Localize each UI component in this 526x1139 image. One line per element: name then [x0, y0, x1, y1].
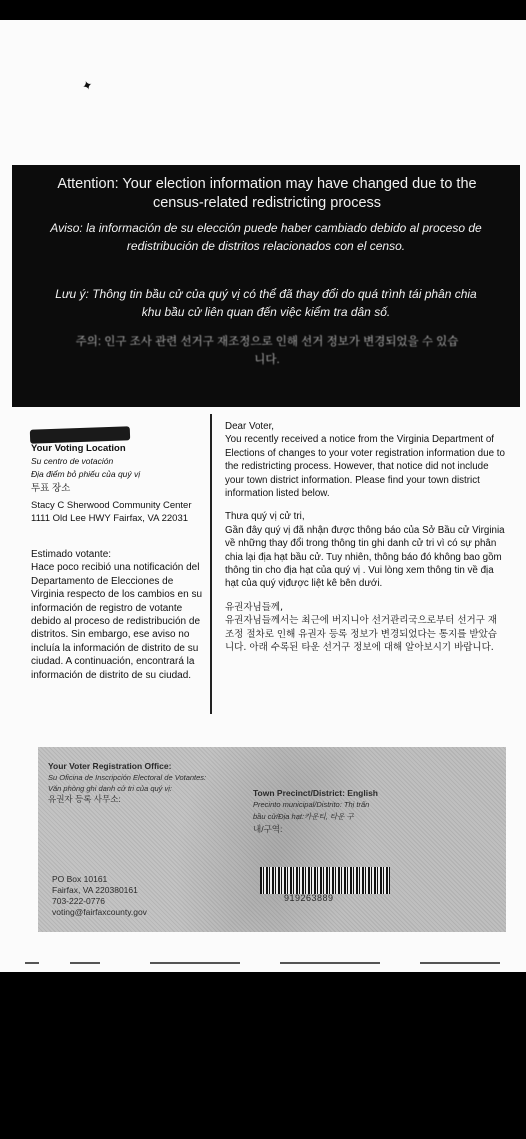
attention-banner [12, 165, 520, 407]
tear-line [150, 962, 240, 964]
location-title-ko: 투표 장소 [31, 482, 71, 494]
letter-body [225, 420, 505, 665]
location-address: 1111 Old Lee HWY Fairfax, VA 22031 [31, 513, 189, 525]
spanish-letter [31, 548, 203, 682]
tear-line [280, 962, 380, 964]
registration-office-box [38, 747, 506, 932]
office-address [52, 874, 212, 918]
spanish-greeting: Estimado votante: [31, 549, 112, 560]
column-divider [210, 414, 212, 714]
korean-body: 유권자님들께서는 최근에 버지니아 선거관리국으로부터 선거구 재조정 절차로 인해 유권자 등록 정보가 변경되었다는 통지를 받았습니다. 아래 수록된 타운 선거구 정보에 대해 알아보시기 바랍니다. [225, 615, 498, 654]
office-phone: 703-222-0776 [52, 896, 105, 906]
office-info [48, 761, 218, 805]
english-greeting: Dear Voter, [225, 421, 275, 432]
office-title-vi: Văn phòng ghi danh cử tri của quý vị: [48, 784, 172, 793]
office-city: Fairfax, VA 220380161 [52, 885, 138, 895]
banner-english: Attention: Your election information may have changed due to the census-related redistricting process [57, 176, 477, 211]
barcode [260, 867, 390, 894]
tear-line [420, 962, 500, 964]
banner-vietnamese: Lưu ý: Thông tin bầu cử của quý vị có thể đã thay đổi do quá trình tái phân chia khu bầu cử liên quan đến việc kiểm tra dân số. [55, 287, 477, 319]
location-name: Stacy C Sherwood Community Center [31, 499, 192, 511]
district-title-es: Precinto municipal/Distrito: Thị trấn [253, 800, 370, 809]
english-body: You recently received a notice from the Virginia Department of Elections of changes to your voter registration information due to the redistricting process. However, that notice did not include your town district information. Please find your town district information listed below. [225, 434, 505, 500]
banner-korean: 주의: 인구 조사 관련 선거구 재조정으로 인해 선거 정보가 변경되었을 수 있습니다. [75, 336, 459, 366]
location-title-es: Su centro de votación [31, 456, 114, 467]
tear-line [25, 962, 39, 964]
office-po-box: PO Box 10161 [52, 874, 108, 884]
office-title-ko: 유권자 등록 사무소: [48, 794, 121, 804]
district-title: Town Precinct/District: English [253, 788, 378, 798]
office-email: voting@fairfaxcounty.gov [52, 907, 147, 917]
scan-mark: ✦ [79, 76, 95, 95]
tear-line [70, 962, 100, 964]
location-title: Your Voting Location [31, 443, 126, 454]
spanish-body: Hace poco recibió una notificación del Departamento de Elecciones de Virginia respecto de los cambios en su información de registro de votante debido al proceso de redistribución de distritos. Sin embargo, ese aviso no incluía la información de distrito de su ciudad. A continuación, encontrará la información de distrito de su ciudad. [31, 562, 203, 681]
banner-spanish: Aviso: la información de su elección puede haber cambiado debido al proceso de redistribución de distritos relacionados con el censo. [50, 221, 482, 253]
office-title: Your Voter Registration Office: [48, 761, 172, 771]
district-title-ko: 내/구역: [253, 824, 283, 834]
voting-location [31, 442, 206, 525]
korean-greeting: 유권자님들께, [225, 601, 284, 613]
vietnamese-body: Gần đây quý vị đã nhận được thông báo của Sở Bầu cử Virginia về những thay đổi trong thông tin ghi danh cử tri vì có sự phân chia lại địa hạt bầu cử. Tuy nhiên, thông báo đó không bao gồm thông tin cho địa hạt của quý vị . Vui lòng xem thông tin về địa hạt của quý vịđược liệt kê bên dưới. [225, 524, 505, 590]
vietnamese-greeting: Thưa quý vị cử tri, [225, 511, 305, 523]
barcode-number: 919263889 [284, 893, 334, 903]
town-district [253, 787, 483, 835]
office-title-es: Su Oficina de Inscripción Electoral de Votantes: [48, 773, 207, 782]
location-title-vi: Địa điểm bỏ phiếu của quý vị [31, 469, 141, 480]
district-title-vi-ko: bầu cử/Địa hạt:카운티, 타운 구 [253, 812, 354, 821]
